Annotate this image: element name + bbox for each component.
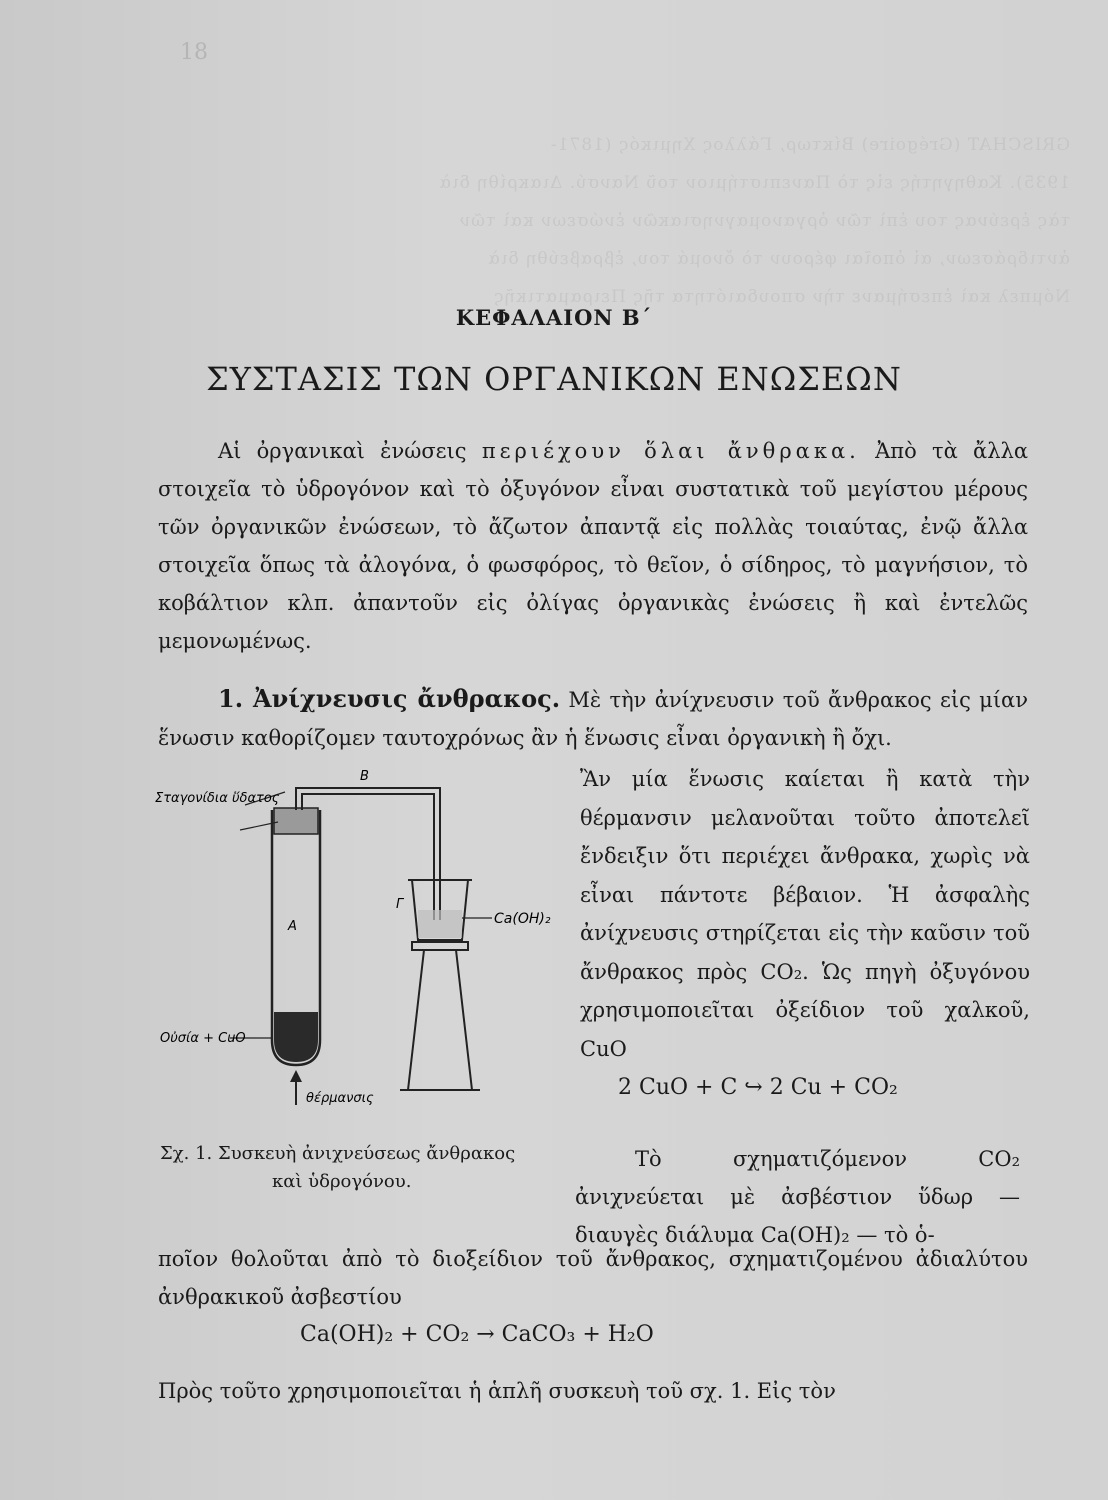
intro-rest: Ἀπὸ τὰ ἄλλα στοιχεῖα τὸ ὑδρογόνον καὶ τὸ ὀξυγόνον εἶναι συστατικὰ τοῦ μεγίστου μέρους τῶν ὀργανικῶν ἐνώσεων, τὸ ἄζωτον ἀπαντᾷ εἰς πολλὰς τοιαύτας, ἐνῷ ἄλλα στοιχεῖα ὅπως τὰ ἀλογόνα, ὁ φωσφόρος, τὸ θεῖον, ὁ σίδηρος, τὸ μαγνήσιον, τὸ κοβάλτιον κλπ. ἀπαντοῦν εἰς ὀλίγας ὀργανικὰς ἐνώσεις ἢ καὶ ἐντελῶς μεμονωμένως. <box>158 439 1029 653</box>
after-full-text: ποῖον θολοῦται ἀπὸ τὸ διοξείδιον τοῦ ἄνθρακος, σχηματιζομένου ἀδιαλύτου ἀνθρακικοῦ ἀσβεστίου <box>158 1247 1028 1309</box>
heating-arrow <box>290 1070 302 1105</box>
label-substance: Οὐσία + CuO <box>160 1031 246 1046</box>
apparatus-diagram <box>150 760 580 1130</box>
test-tube <box>272 808 320 1065</box>
bleed-through-line: Νόμπελ καὶ ἐπεσήμανε τὴν σπουδαιότητα τῆς Πειραματικῆς <box>493 287 1070 307</box>
caption-line-2: καὶ ὑδρογόνου. <box>272 1171 412 1192</box>
bleed-through-line: 1935). Καθηγητής εἰς τὸ Πανεπιστήμιον τοῦ Νανσύ. Διακρίθη διὰ <box>438 173 1070 193</box>
bleed-through-line: τὰς ἐρεύνας του ἐπὶ τῶν ὀργανομαγνησιακῶν ἐνώσεων καὶ τῶν <box>458 211 1070 231</box>
section-heading: 1. Ἀνίχνευσις ἄνθρακος. <box>218 684 561 713</box>
chapter-label: ΚΕΦΑΛΑΙΟΝ Β΄ <box>455 305 653 330</box>
bleed-through-line: ἀντιδράσεων, αἱ ὁποῖαι φέρουν τὸ ὄνομά του, ἐβραβεύθη διὰ <box>487 249 1070 269</box>
stand <box>400 942 480 1090</box>
figure-caption <box>160 1140 580 1196</box>
caption-line-1: Σχ. 1. Συσκευὴ ἀνιχνεύσεως ἄνθρακος <box>160 1143 516 1164</box>
last-line: Πρὸς τοῦτο χρησιμοποιεῖται ἡ ἁπλῆ συσκευὴ τοῦ σχ. 1. Εἰς τὸν <box>158 1379 836 1403</box>
label-heating: θέρμανσις <box>306 1091 374 1106</box>
label-a: Α <box>288 919 297 934</box>
section-1-text: Μὲ τὴν ἀνίχνευσιν τοῦ ἄνθρακος εἰς μίαν ἕνωσιν καθορίζομεν ταυτοχρόνως ἂν ἡ ἕνωσις εἶναι ὀργανικὴ ἢ ὄχι. <box>158 688 1029 750</box>
side-text: Ἂν μία ἕνωσις καίεται ἢ κατὰ τὴν θέρμανσιν μελανοῦται τοῦτο ἀποτελεῖ ἔνδειξιν ὅτι περιέχει ἄνθρακα, χωρὶς νὰ εἶναι πάντοτε βέβαιον. Ἡ ἀσφαλὴς ἀνίχνευσις στηρίζεται εἰς τὴν καῦσιν τοῦ ἄνθρακος πρὸς CO₂. Ὡς πηγὴ ὀξυγόνου χρησιμοποιεῖται ὀξείδιον τοῦ χαλκοῦ, CuO <box>580 767 1030 1061</box>
chapter-title: ΣΥΣΤΑΣΙΣ ΤΩΝ ΟΡΓΑΝΙΚΩΝ ΕΝΩΣΕΩΝ <box>206 360 902 398</box>
apparatus-figure <box>150 760 580 1134</box>
bleed-through-line: GRISCHAT (Grégoire) Βίκτωρ, Γάλλος Χημικός (1871- <box>549 135 1070 155</box>
intro-emphasis: περιέχουν ὅλαι ἄνθρακα. <box>481 439 860 463</box>
section-1-intro <box>158 680 1028 757</box>
label-caoh: Ca(OH)₂ <box>494 911 551 927</box>
label-b: Β <box>360 769 369 784</box>
equation-lime-water: Ca(OH)₂ + CO₂ → CaCO₃ + H₂O <box>300 1322 654 1347</box>
label-gamma: Γ <box>396 897 404 912</box>
equation-copper-oxide: 2 CuO + C ↪ 2 Cu + CO₂ <box>618 1075 898 1100</box>
page-number: 18 <box>180 40 208 65</box>
intro-paragraph <box>158 432 1028 660</box>
after-side-text: Τὸ σχηματιζόμενον CO₂ ἀνιχνεύεται μὲ ἀσβέστιον ὕδωρ — διαυγὲς διάλυμα Ca(OH)₂ — τὸ ὁ- <box>575 1147 1020 1247</box>
label-droplets: Σταγονίδια ὕδατος <box>155 791 280 806</box>
intro-start: Αἱ ὀργανικαὶ ἐνώσεις <box>218 439 482 463</box>
